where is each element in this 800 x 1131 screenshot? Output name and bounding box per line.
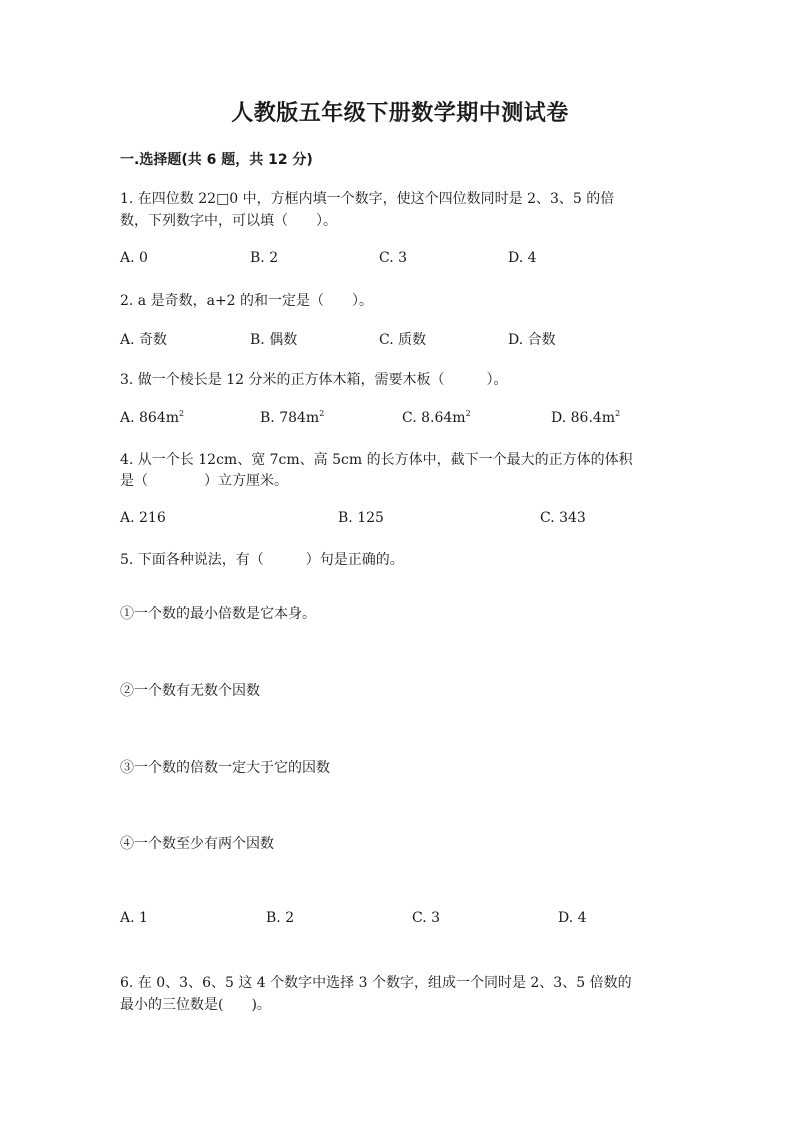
question-4-line-1: 4. 从一个长 12cm、宽 7cm、高 5cm 的长方体中，截下一个最大的正方体的体积	[120, 452, 633, 468]
question-5-option-c: C. 3	[412, 910, 441, 926]
question-4-option-a: A. 216	[120, 510, 166, 526]
question-5-statement-3: ③一个数的倍数一定大于它的因数	[120, 760, 330, 776]
question-5-statement-4: ④一个数至少有两个因数	[120, 836, 274, 852]
question-1-option-a: A. 0	[120, 250, 148, 266]
question-5-statement-1: ①一个数的最小倍数是它本身。	[120, 606, 316, 622]
question-1-option-d: D. 4	[508, 250, 537, 266]
question-3-option-a: A. $864m^2$	[120, 409, 185, 426]
question-6-line-1: 6. 在 0、3、6、5 这 4 个数字中选择 3 个数字，组成一个同时是 2、3、5 倍数的	[120, 975, 632, 991]
question-2-option-c: C. 质数	[379, 332, 427, 348]
question-1-option-b: B. 2	[250, 250, 279, 266]
question-3-line-1: 3. 做一个棱长是 12 分米的正方体木箱，需要木板（ ）。	[120, 372, 508, 388]
question-1-line-1: 1. 在四位数 22□0 中，方框内填一个数字，使这个四位数同时是 2、3、5 的倍	[120, 191, 615, 207]
question-2-line-1: 2. a 是奇数，a+2 的和一定是（ ）。	[120, 293, 374, 309]
question-5-option-b: B. 2	[266, 910, 295, 926]
question-5-line-1: 5. 下面各种说法，有（ ）句是正确的。	[120, 552, 404, 568]
question-4-option-c: C. 343	[540, 510, 586, 526]
question-2-option-a: A. 奇数	[120, 332, 168, 348]
question-3-option-d: D. $86.4m^2$	[551, 409, 621, 426]
section-heading: 一.选择题(共 6 题，共 12 分)	[120, 152, 313, 168]
page-title: 人教版五年级下册数学期中测试卷	[231, 101, 569, 126]
question-3-option-c: C. $8.64m^2$	[402, 409, 471, 426]
question-5-statement-2: ②一个数有无数个因数	[120, 683, 260, 699]
question-2-option-d: D. 合数	[508, 332, 556, 348]
question-4-line-2: 是（ ）立方厘米。	[120, 473, 288, 489]
question-4-option-b: B. 125	[338, 510, 384, 526]
question-5-option-d: D. 4	[558, 910, 587, 926]
question-6-line-2: 最小的三位数是( )。	[120, 997, 271, 1013]
question-2-option-b: B. 偶数	[250, 332, 298, 348]
question-1-line-2: 数，下列数字中，可以填（ ）。	[120, 213, 337, 229]
question-5-option-a: A. 1	[120, 910, 148, 926]
question-3-option-b: B. $784m^2$	[260, 409, 325, 426]
question-1-option-c: C. 3	[379, 250, 408, 266]
